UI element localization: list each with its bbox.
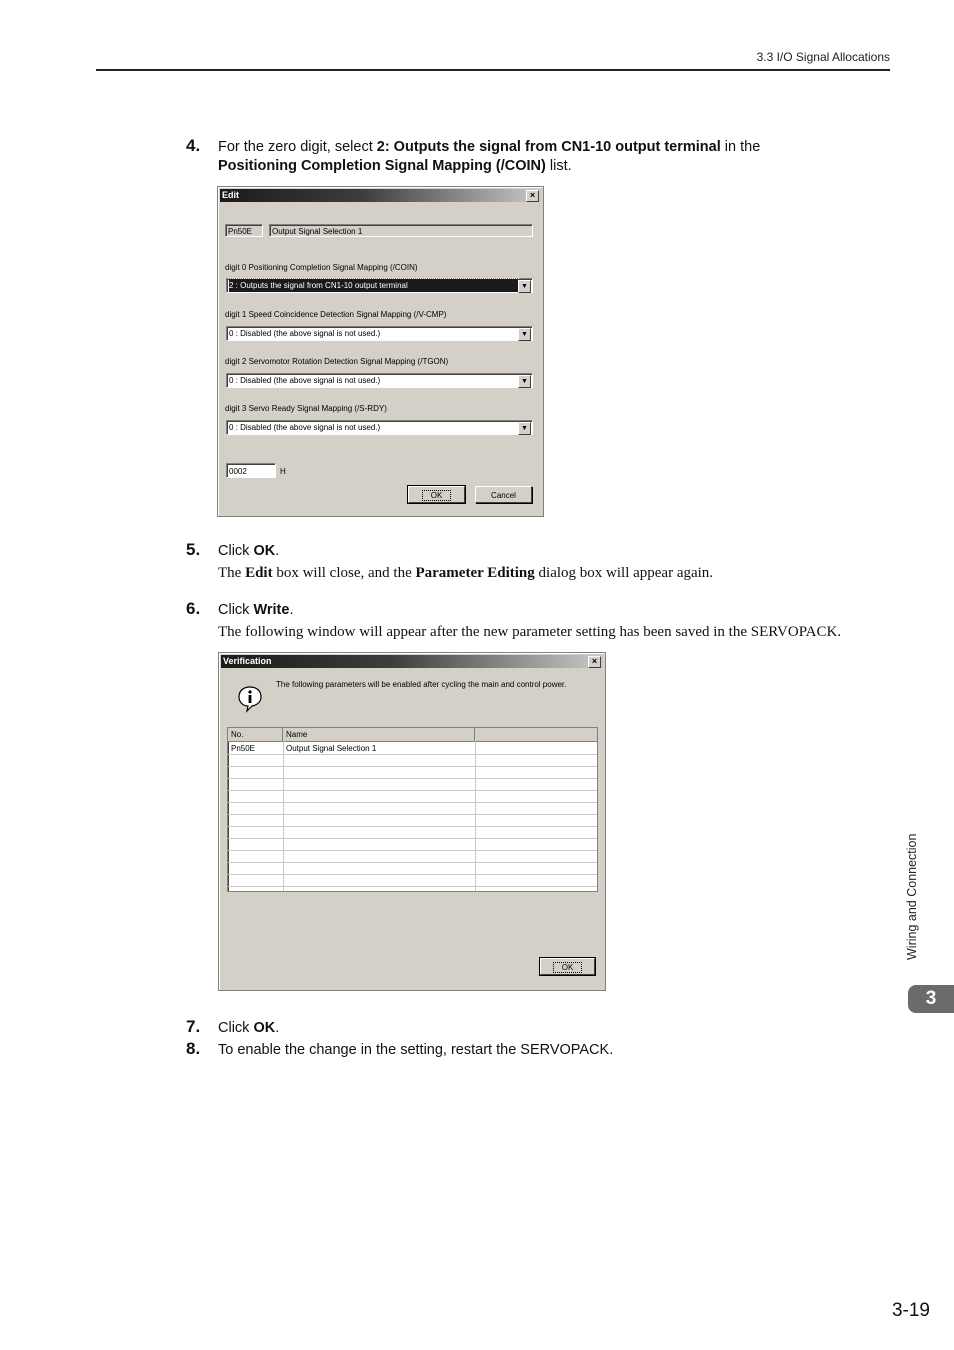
step-text: . (275, 1020, 280, 1036)
digit-2-label: digit 2 Servomotor Rotation Detection Signal Mapping (/TGON) (225, 357, 449, 366)
step-emphasis: 2: Outputs the signal from CN1-10 output terminal (376, 139, 721, 155)
verification-dialog-titlebar (221, 655, 603, 668)
digit-0-select[interactable] (226, 278, 533, 293)
parameter-table (227, 727, 598, 892)
table-row (228, 790, 597, 791)
column-header-blank[interactable] (475, 728, 597, 741)
digit-1-label: digit 1 Speed Coincidence Detection Signal Mapping (/V-CMP) (225, 310, 447, 319)
close-icon[interactable]: × (588, 656, 601, 668)
digit-1-value: 0 : Disabled (the above signal is not used.) (229, 329, 381, 338)
chapter-side-label: Wiring and Connection (905, 833, 919, 960)
step-4-line-1 (218, 139, 760, 155)
column-header-no[interactable]: No. (228, 728, 283, 741)
step-8-line: To enable the change in the setting, restart the SERVOPACK. (218, 1042, 614, 1058)
digit-2-select[interactable] (226, 373, 533, 388)
note-text: The (218, 565, 246, 581)
step-text: For the zero digit, select (218, 139, 377, 155)
table-row (228, 850, 597, 851)
chevron-down-icon[interactable]: ▼ (518, 328, 531, 341)
table-row (228, 802, 597, 803)
running-header: 3.3 I/O Signal Allocations (756, 50, 890, 64)
step-5-line (218, 543, 279, 559)
table-row (228, 814, 597, 815)
step-number: 6. (186, 599, 201, 618)
table-row (228, 826, 597, 827)
close-icon[interactable]: × (526, 190, 539, 202)
chevron-down-icon[interactable]: ▼ (518, 280, 531, 293)
chevron-down-icon[interactable]: ▼ (518, 375, 531, 388)
ok-button[interactable] (408, 486, 465, 503)
param-name-field: Output Signal Selection 1 (269, 224, 533, 237)
step-text: Click (218, 543, 254, 559)
step-number: 7. (186, 1017, 201, 1036)
column-header-name[interactable]: Name (283, 728, 475, 741)
note-text: dialog box will appear again. (534, 565, 714, 581)
note-emphasis: Parameter Editing (415, 565, 535, 581)
step-number: 4. (186, 136, 201, 155)
chapter-tab: 3 (908, 985, 954, 1013)
table-row (228, 778, 597, 779)
step-7-line (218, 1020, 279, 1036)
step-text: . (275, 543, 280, 559)
digit-1-select[interactable] (226, 326, 533, 341)
page-number: 3-19 (891, 1300, 930, 1321)
step-emphasis: Write (253, 602, 290, 618)
cancel-button-label: Cancel (491, 491, 516, 500)
verification-message: The following parameters will be enabled after cycling the main and control power. (276, 680, 567, 689)
table-row (228, 754, 597, 755)
step-text: list. (545, 158, 572, 174)
step-text: Click (218, 1020, 254, 1036)
step-text: Click (218, 602, 254, 618)
ok-button[interactable] (540, 958, 595, 975)
step-4-line-2 (218, 158, 572, 174)
step-emphasis: Positioning Completion Signal Mapping (/COIN) (218, 158, 546, 174)
table-row (228, 862, 597, 863)
digit-3-label: digit 3 Servo Ready Signal Mapping (/S-RDY) (225, 404, 387, 413)
chevron-down-icon[interactable]: ▼ (518, 422, 531, 435)
table-header (228, 728, 597, 742)
step-5-note (218, 565, 713, 582)
step-number: 5. (186, 540, 201, 559)
cancel-button[interactable] (475, 486, 532, 503)
digit-3-value: 0 : Disabled (the above signal is not used.) (229, 423, 381, 432)
step-6-line (218, 602, 293, 618)
column-divider (475, 741, 476, 891)
table-row (228, 886, 597, 887)
edit-dialog (217, 186, 544, 517)
step-number: 8. (186, 1039, 201, 1058)
edit-dialog-title: Edit (222, 190, 239, 200)
ok-button-label: OK (554, 963, 582, 972)
note-text: box will close, and the (272, 565, 416, 581)
table-row (228, 874, 597, 875)
header-rule (96, 69, 890, 71)
step-text: . (289, 602, 294, 618)
ok-button-label: OK (423, 491, 451, 500)
table-row (228, 766, 597, 767)
step-emphasis: OK (253, 543, 276, 559)
verification-dialog-title: Verification (223, 656, 272, 666)
step-text: in the (720, 139, 761, 155)
table-cell-name: Output Signal Selection 1 (286, 744, 377, 753)
hex-value-input[interactable]: 0002 (226, 463, 276, 478)
digit-2-value: 0 : Disabled (the above signal is not used.) (229, 376, 381, 385)
table-cell-no: Pn50E (231, 744, 256, 753)
step-emphasis: OK (253, 1020, 276, 1036)
note-emphasis: Edit (245, 565, 273, 581)
verification-dialog (218, 652, 606, 991)
step-6-note: The following window will appear after the new parameter setting has been saved in the SERVOPACK. (218, 624, 842, 640)
info-icon (237, 685, 263, 713)
digit-3-select[interactable] (226, 420, 533, 435)
digit-0-value: 2 : Outputs the signal from CN1-10 output terminal (229, 279, 518, 292)
digit-0-label: digit 0 Positioning Completion Signal Mapping (/COIN) (225, 263, 418, 272)
hex-suffix: H (280, 467, 286, 476)
table-row (228, 838, 597, 839)
edit-dialog-titlebar (220, 189, 541, 202)
param-number-field: Pn50E (225, 224, 263, 237)
column-divider (283, 741, 284, 891)
